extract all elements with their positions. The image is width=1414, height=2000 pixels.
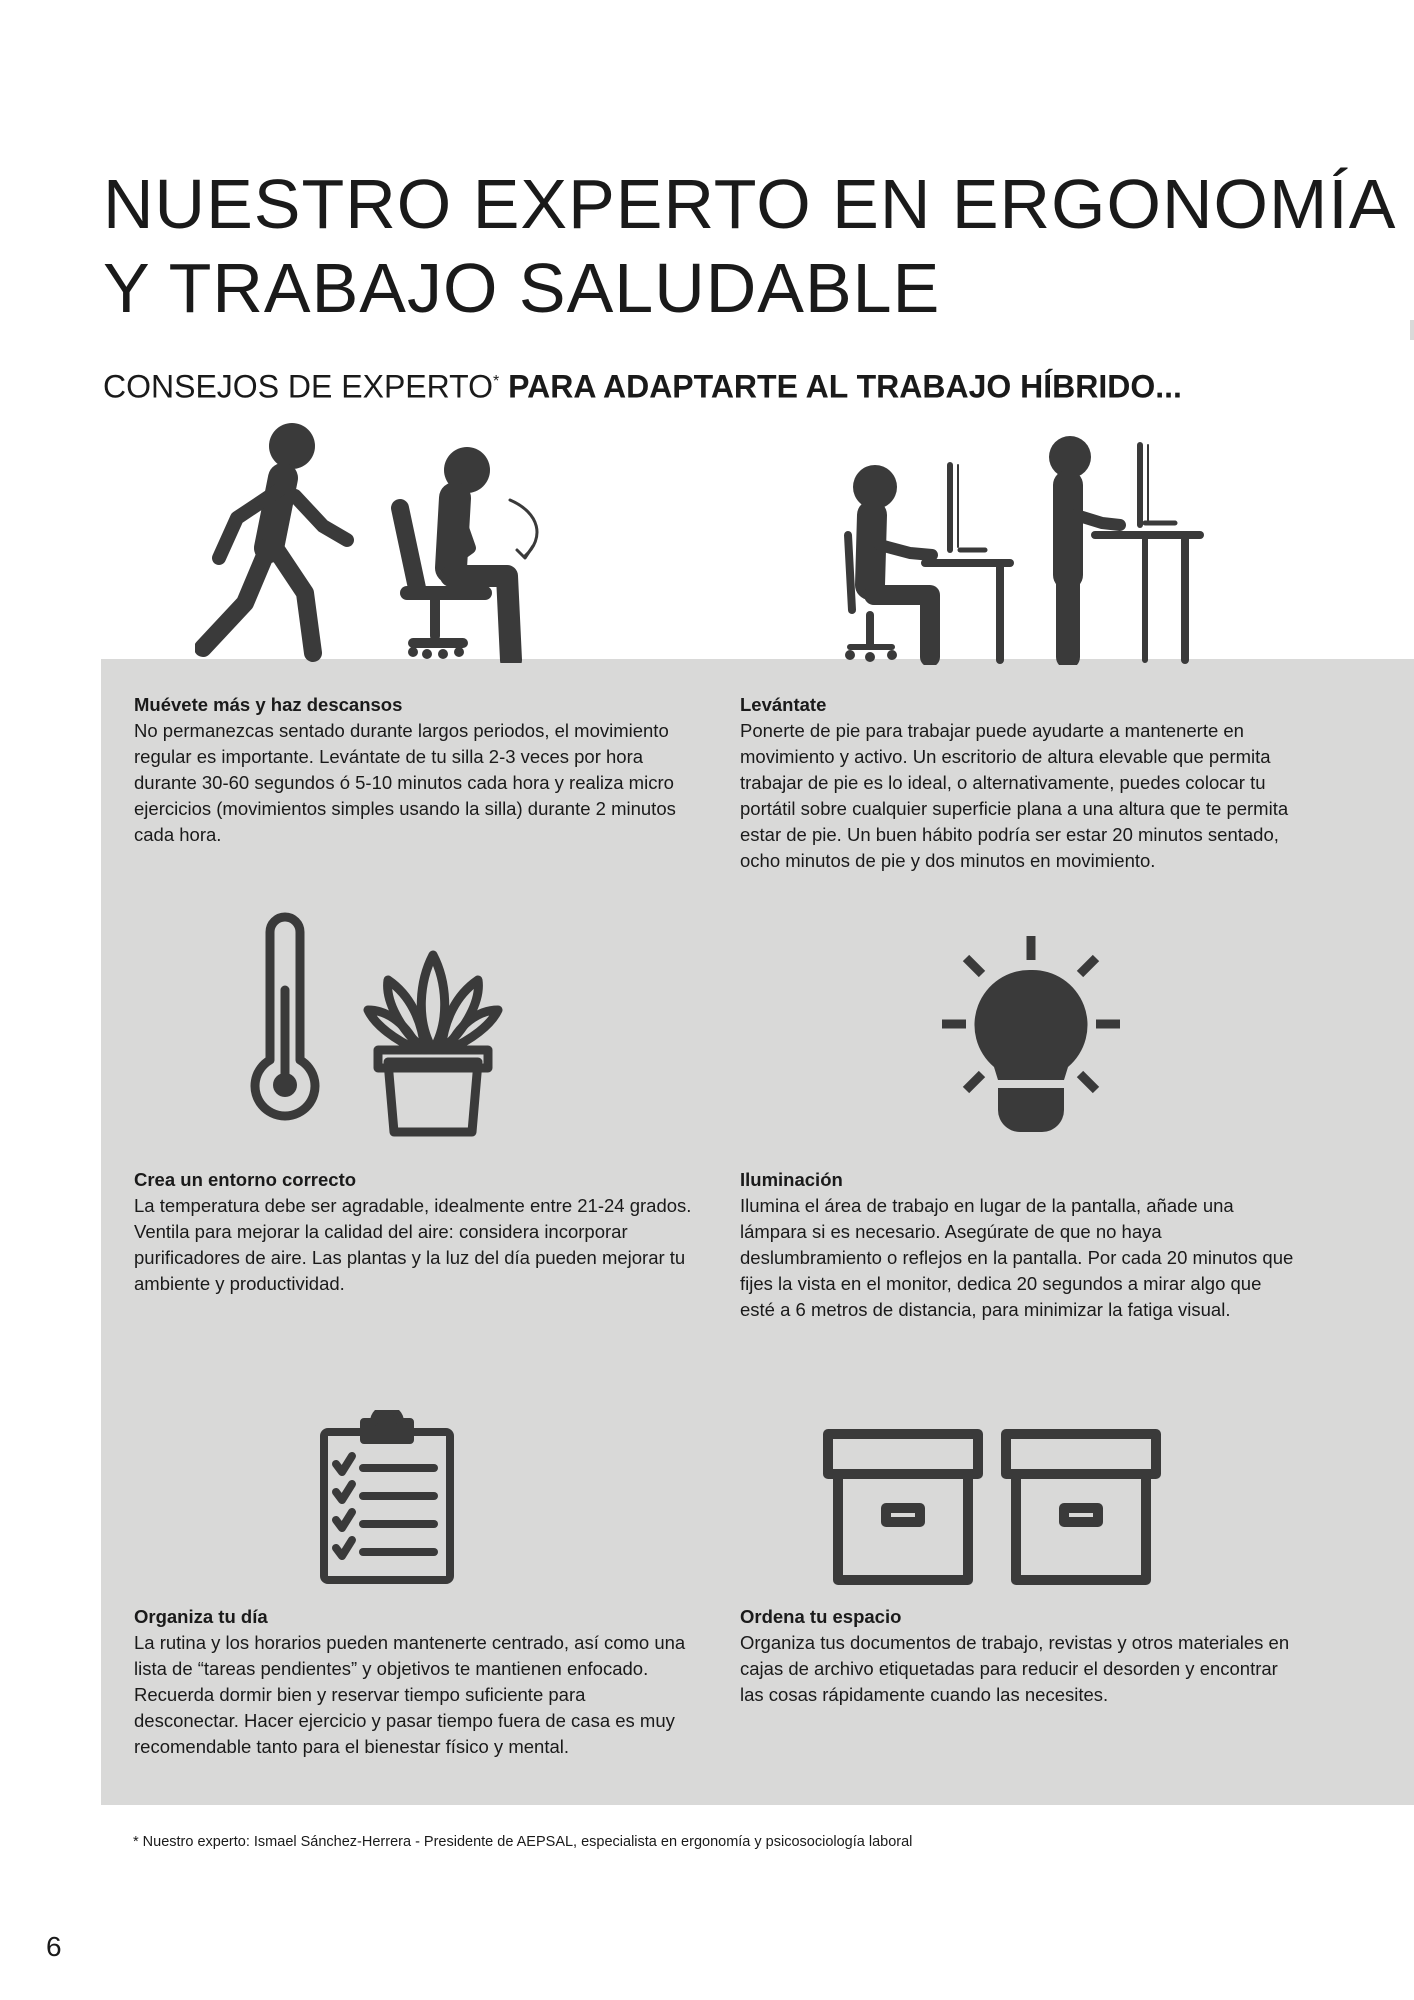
tip-body: La rutina y los horarios pueden mantenerte centrado, así como una lista de “tareas pendientes” y objetivos te mantienen enfocado. Recuerda dormir bien y reservar tiempo suficiente para desconectar. Hacer ejercicio y pasar tiempo fuera de casa es muy recomendable tanto para el bienestar físico y mental. [134, 1632, 686, 1757]
archive-boxes-icon [822, 1428, 1167, 1588]
tip-heading: Ordena tu espacio [740, 1606, 902, 1627]
page-title-line-2: Y TRABAJO SALUDABLE [103, 249, 941, 327]
subtitle-light: CONSEJOS DE EXPERTO [103, 368, 494, 405]
tip-heading: Levántate [740, 694, 827, 715]
tip-heading: Organiza tu día [134, 1606, 268, 1627]
edge-accent [1410, 320, 1414, 340]
walking-person-and-seated-office-worker-icon [195, 418, 555, 663]
page-number: 6 [46, 1931, 62, 1962]
tip-environment [134, 1167, 694, 1297]
page-title-line-1: NUESTRO EXPERTO EN ERGONOMÍA [103, 165, 1397, 243]
subtitle-marker: * [493, 373, 500, 390]
page-title [103, 162, 1397, 330]
tip-heading: Muévete más y haz descansos [134, 694, 403, 715]
light-bulb-icon [938, 932, 1128, 1137]
tip-body: La temperatura debe ser agradable, idealmente entre 21-24 grados. Ventila para mejorar la calidad del aire: considera incorporar purificadores de aire. Las plantas y la luz del día pueden mejorar tu ambiente y productividad. [134, 1195, 692, 1294]
page-subtitle [103, 362, 1182, 407]
tip-organize-day [134, 1604, 694, 1760]
tip-body: Ponerte de pie para trabajar puede ayudarte a mantenerte en movimiento y activo. Un escritorio de altura elevable que permita trabajar de pie es lo ideal, o alternativamente, puedes colocar tu portátil sobre cualquier superficie plana a una altura que te permita estar de pie. Un buen hábito podría ser estar 20 minutos sentado, ocho minutos de pie y dos minutos en movimiento. [740, 720, 1289, 871]
tip-stand-up [740, 692, 1300, 874]
tip-heading: Iluminación [740, 1169, 843, 1190]
tip-tidy-space [740, 1604, 1300, 1708]
tip-lighting [740, 1167, 1300, 1323]
tip-body: No permanezcas sentado durante largos periodos, el movimiento regular es importante. Levántate de tu silla 2-3 veces por hora durante 30-60 segundos ó 5-10 minutos cada hora y realiza micro ejercicios (movimientos simples usando la silla) durante 2 minutos cada hora. [134, 720, 676, 845]
tip-body: Ilumina el área de trabajo en lugar de la pantalla, añade una lámpara si es necesario. Asegúrate de que no haya deslumbramiento o reflejos en la pantalla. Por cada 20 minutos que fijes la vista en el monitor, dedica 20 segundos a mirar algo que esté a 6 metros de distancia, para minimizar la fatiga visual. [740, 1195, 1294, 1320]
expert-footnote: * Nuestro experto: Ismael Sánchez-Herrera - Presidente de AEPSAL, especialista en ergonomía y psicosociología laboral [133, 1834, 913, 1850]
clipboard-checklist-icon [318, 1410, 458, 1585]
sitting-and-standing-desk-icon [840, 435, 1210, 665]
tip-heading: Crea un entorno correcto [134, 1169, 357, 1190]
tip-move-more [134, 692, 694, 848]
subtitle-bold: PARA ADAPTARTE AL TRABAJO HÍBRIDO... [508, 368, 1182, 405]
thermometer-and-plant-icon [250, 910, 530, 1140]
tip-body: Organiza tus documentos de trabajo, revistas y otros materiales en cajas de archivo etiquetadas para reducir el desorden y encontrar las cosas rápidamente cuando las necesites. [740, 1632, 1290, 1705]
